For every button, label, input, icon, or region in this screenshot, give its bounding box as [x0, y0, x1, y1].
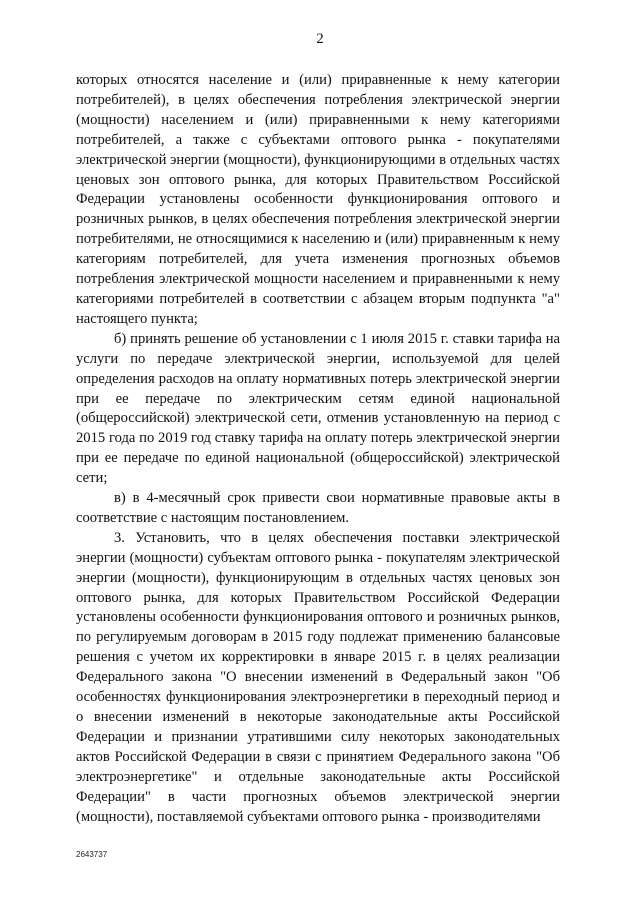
page-number: 2 [316, 31, 324, 47]
document-body [76, 71, 560, 827]
paragraph-item-v: в) в 4-месячный срок привести свои нормативные правовые акты в соответствие с настоящим постановлением. [76, 490, 560, 526]
document-id: 2643737 [76, 850, 108, 859]
paragraph-item-b: б) принять решение об установлении с 1 июля 2015 г. ставки тарифа на услуги по передаче электрической энергии, используемой для целей определения расходов на оплату нормативных потерь электрической энергии при ее передаче по электрическим сетям единой национальной (общероссийской) электрической сети, отменив установленную на период с 2015 года по 2019 год ставку тарифа на оплату потерь электрической энергии при ее передаче по единой национальной (общероссийской) электрической сети; [76, 330, 560, 487]
paragraph-point-3: 3. Установить, что в целях обеспечения поставки электрической энергии (мощности) субъектам оптового рынка - покупателям электрической энергии (мощности), функционирующим в отдельных частях ценовых зон оптового рынка, для которых Правительством Российской Федерации установлены особенности функционирования оптового и розничных рынков, по регулируемым договорам в 2015 году подлежат применению балансовые решения с учетом их корректировки в январе 2015 г. в целях реализации Федерального закона "О внесении изменений в Федеральный закон "Об особенностях функционирования электроэнергетики в переходный период и о внесении изменений в некоторые законодательные акты Российской Федерации и признании утратившими силу некоторых законодательных актов Российской Федерации в связи с принятием Федерального закона "Об электроэнергетике" и отдельные законодательные акты Российской Федерации" в части прогнозных объемов электрической энергии (мощности), поставляемой субъектами оптового рынка - производителями [76, 529, 560, 825]
paragraph-continuation: которых относятся население и (или) приравненные к нему категории потребителей), в целях обеспечения потребления электрической энергии (мощности) населением и (или) приравненными к нему категориями потребителей, а также с субъектами оптового рынка - покупателями электрической энергии (мощности), функционирующими в отдельных частях ценовых зон оптового рынка, для которых Правительством Российской Федерации установлены особенности функционирования оптового и розничных рынков, в целях обеспечения потребления электрической энергии потребителями, не относящимися к населению и (или) приравненным к нему категориям потребителей, для учета изменения прогнозных объемов потребления электрической мощности населением и приравненными к нему категориями потребителей в соответствии с абзацем вторым подпункта "а" настоящего пункта; [76, 72, 560, 327]
